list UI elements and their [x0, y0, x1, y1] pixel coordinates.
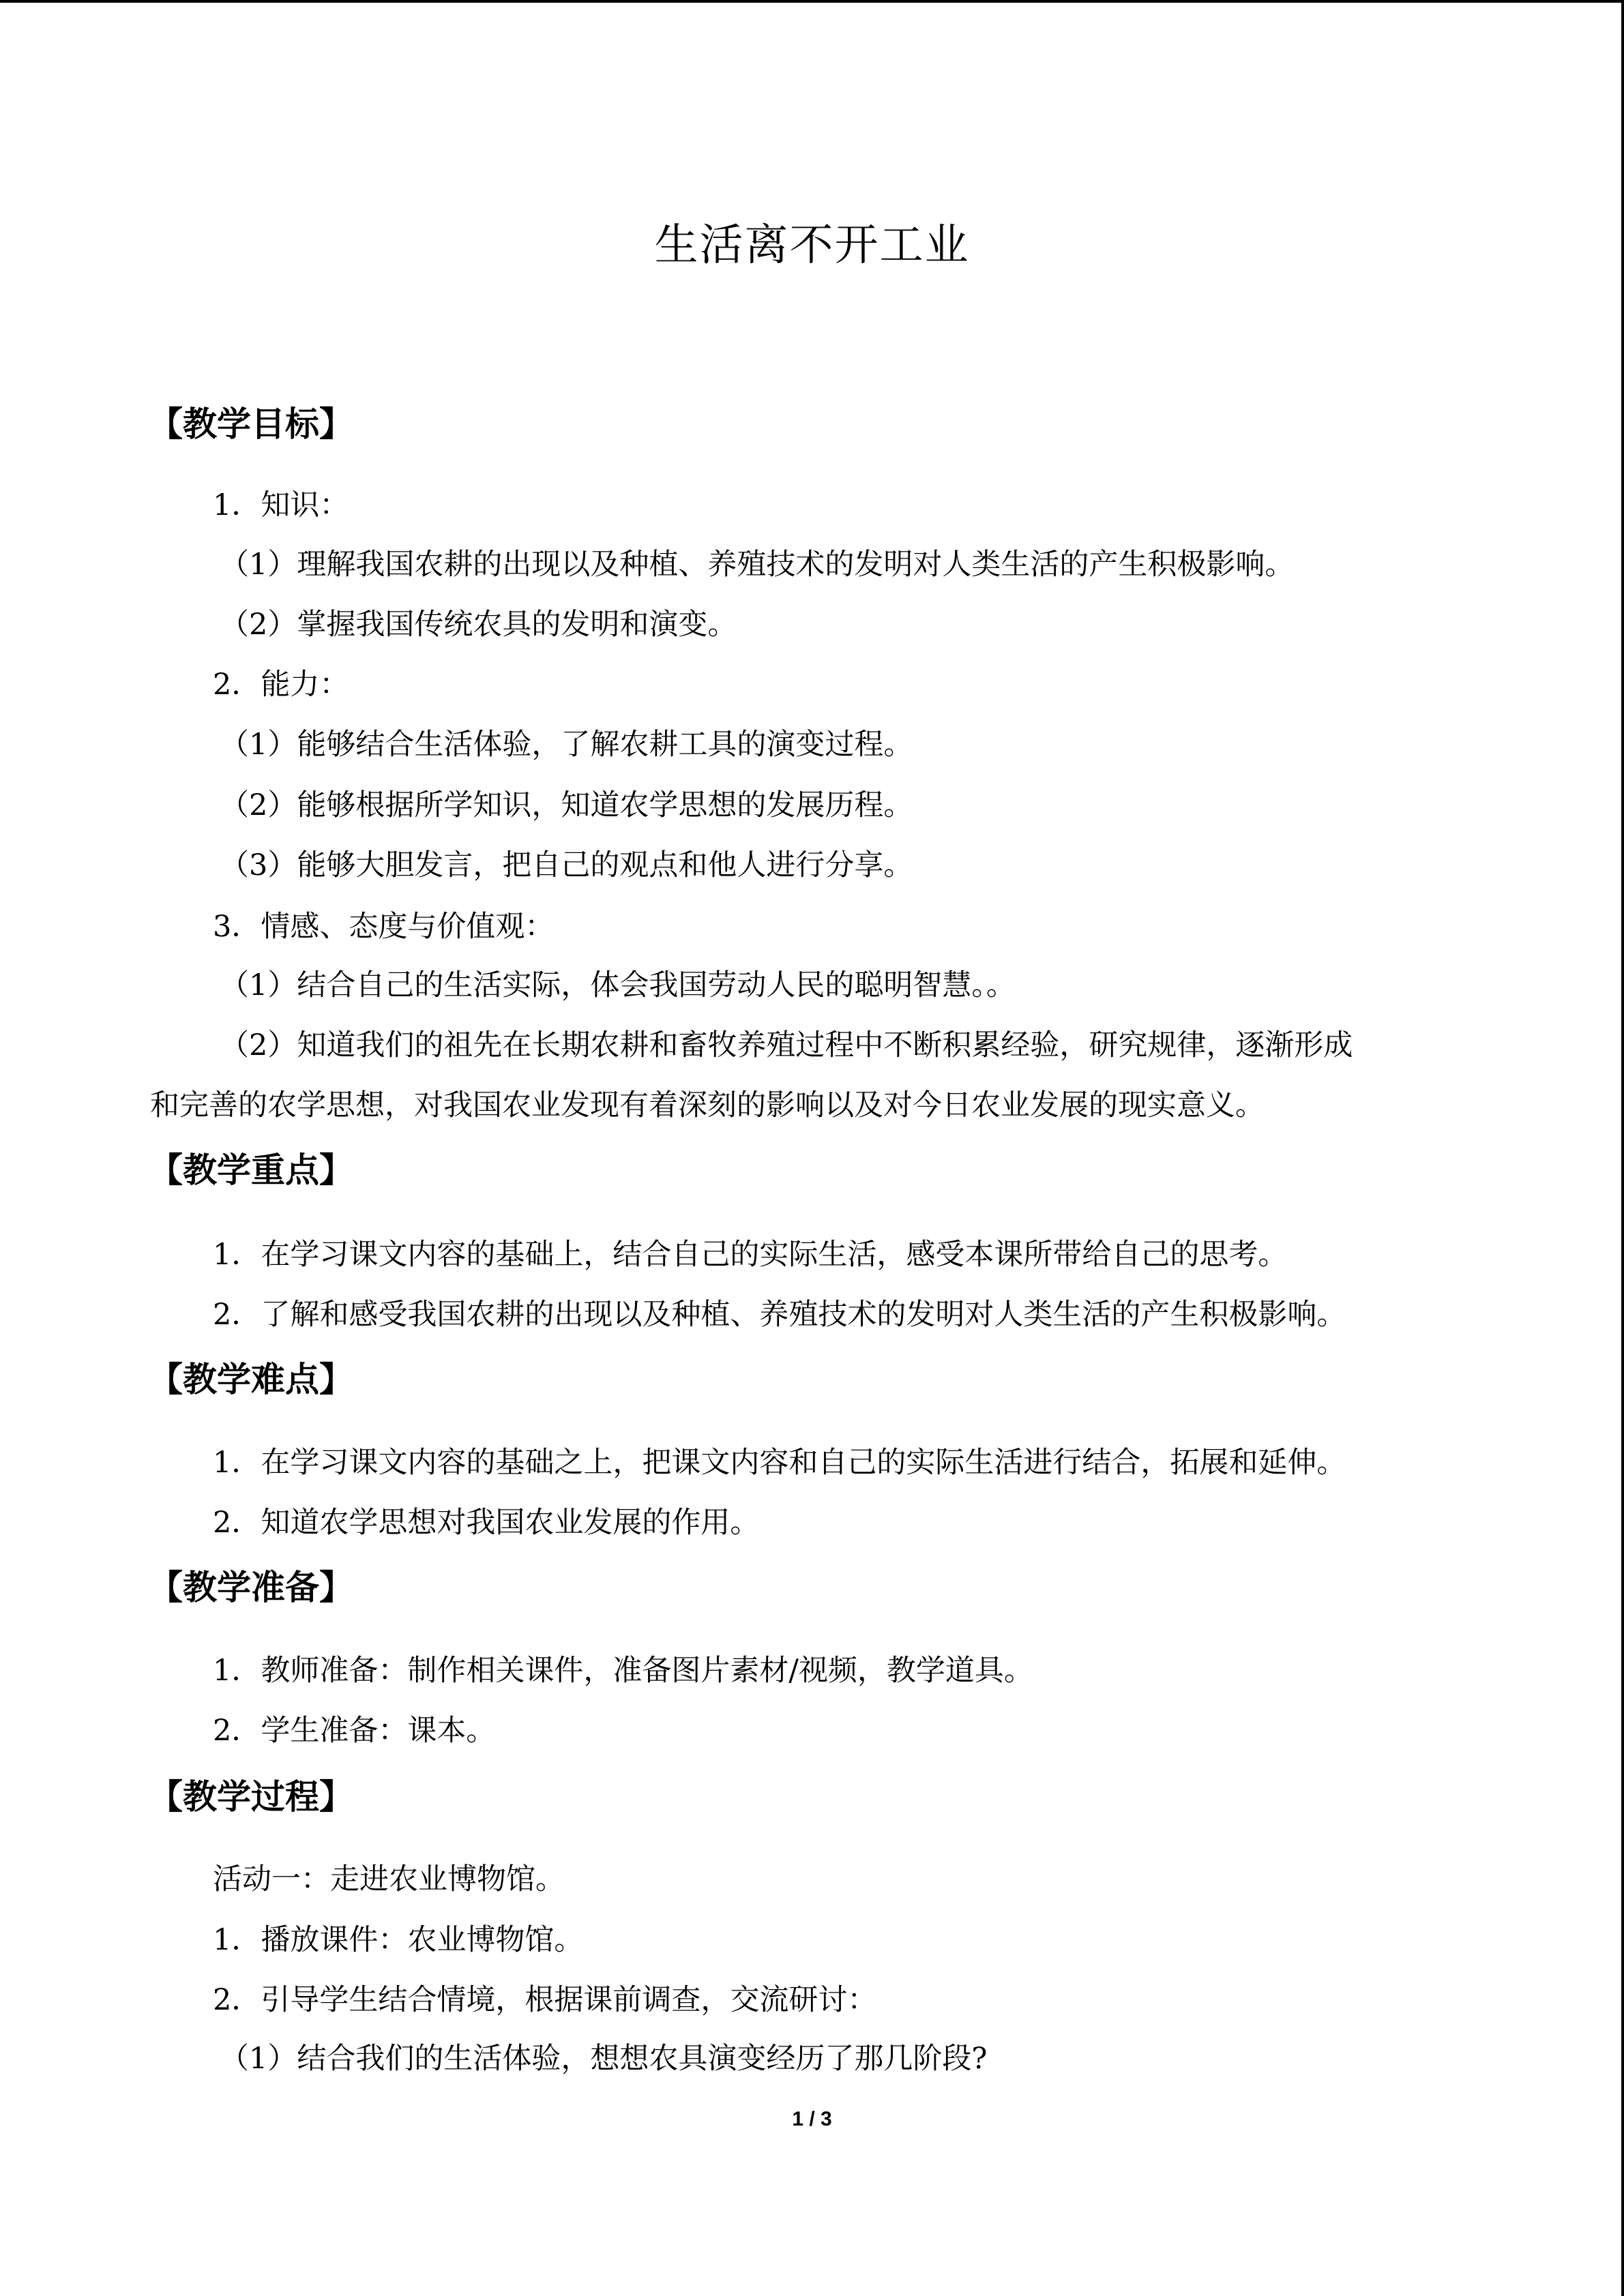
page-number: 1 / 3 [792, 2108, 832, 2130]
objectives-line: （2）能够根据所学知识，知道农学思想的发展历程。 [220, 788, 913, 822]
process-line: 活动一：走进农业博物馆。 [213, 1862, 565, 1896]
objectives-line: （3）能够大胆发言，把自己的观点和他人进行分享。 [220, 848, 913, 882]
section-heading-objectives: 【教学目标】 [149, 404, 353, 444]
difficulties-line: 1．在学习课文内容的基础之上，把课文内容和自己的实际生活进行结合，拓展和延伸。 [213, 1446, 1346, 1480]
process-line: （1）结合我们的生活体验，想想农具演变经历了那几阶段? [220, 2042, 988, 2076]
difficulties-line: 2．知道农学思想对我国农业发展的作用。 [213, 1506, 760, 1540]
objectives-line: （1）结合自己的生活实际，体会我国劳动人民的聪明智慧。。 [220, 968, 1016, 1002]
objectives-line: （1）能够结合生活体验，了解农耕工具的演变过程。 [220, 728, 913, 762]
process-line: 1．播放课件：农业博物馆。 [213, 1923, 584, 1957]
objectives-line: 和完善的农学思想，对我国农业发现有着深刻的影响以及对今日农业发展的现实意义。 [150, 1088, 1265, 1122]
objectives-line: 3．情感、态度与价值观： [213, 910, 555, 944]
preparation-line: 1．教师准备：制作相关课件，准备图片素材/视频，教学道具。 [213, 1654, 1033, 1688]
section-heading-preparation: 【教学准备】 [149, 1568, 353, 1607]
preparation-line: 2．学生准备：课本。 [213, 1714, 496, 1748]
key-points-line: 1．在学习课文内容的基础上，结合自己的实际生活，感受本课所带给自己的思考。 [213, 1238, 1288, 1272]
key-points-line: 2．了解和感受我国农耕的出现以及种植、养殖技术的发明对人类生活的产生积极影响。 [213, 1298, 1346, 1332]
process-line: 2．引导学生结合情境，根据课前调查，交流研讨： [213, 1983, 877, 2017]
objectives-line: （2）掌握我国传统农具的发明和演变。 [220, 608, 737, 642]
section-heading-process: 【教学过程】 [149, 1777, 353, 1817]
objectives-line: 2．能力： [213, 668, 349, 702]
objectives-line: （2）知道我们的祖先在长期农耕和畜牧养殖过程中不断积累经验，研究规律，逐渐形成 [220, 1028, 1353, 1062]
section-heading-key-points: 【教学重点】 [149, 1150, 353, 1190]
objectives-line: （1）理解我国农耕的出现以及种植、养殖技术的发明对人类生活的产生积极影响。 [220, 548, 1295, 582]
section-heading-difficulties: 【教学难点】 [149, 1360, 353, 1399]
objectives-line: 1．知识： [213, 488, 349, 522]
document-title: 生活离不开工业 [654, 220, 970, 271]
